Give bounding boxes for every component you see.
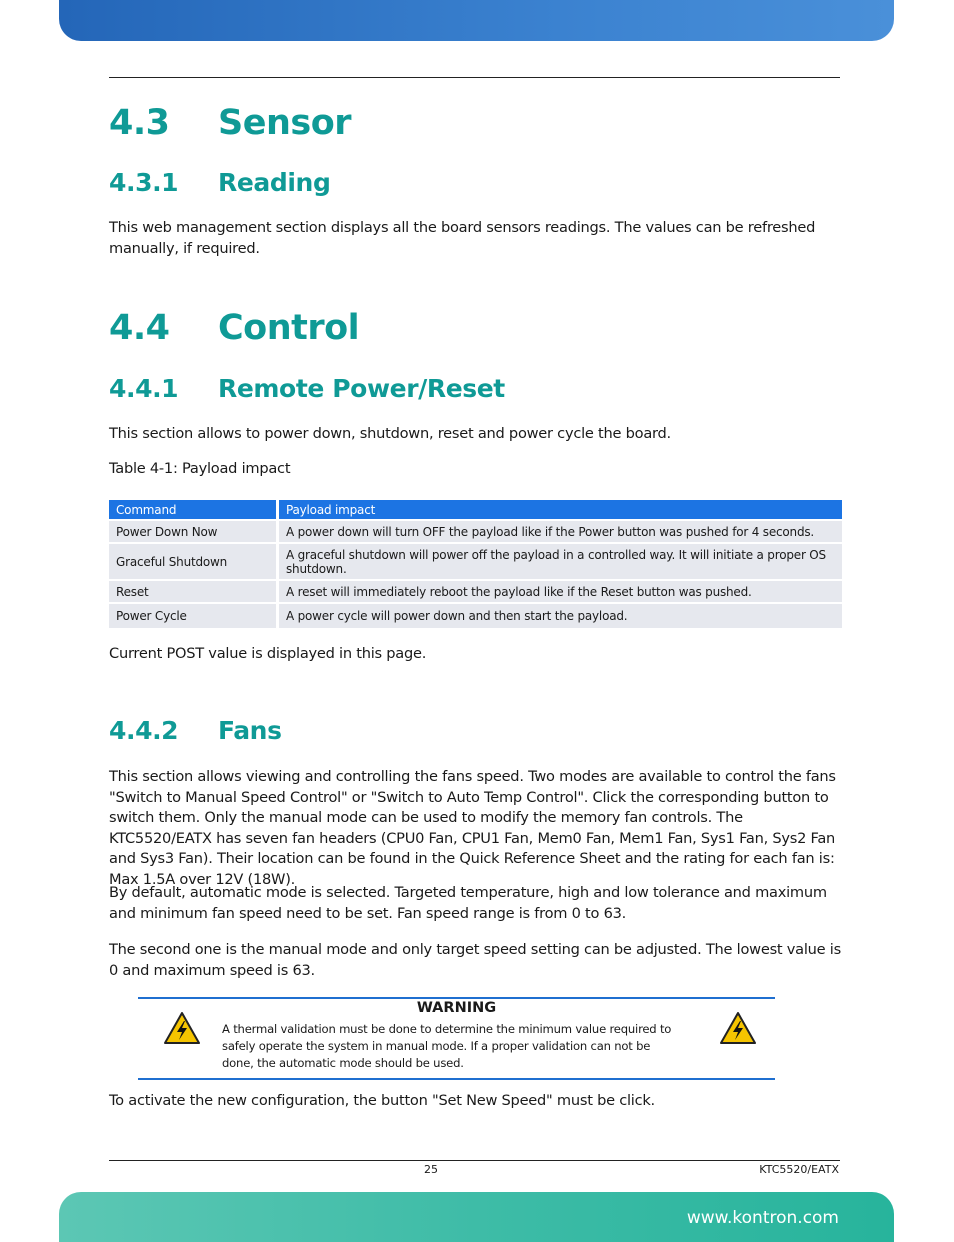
warning-text: A thermal validation must be done to determine the minimum value required to safely operate the system in manual mode. If a proper validation can not be done, the automatic mode should be used. — [222, 1022, 672, 1070]
activate-paragraph: To activate the new configuration, the button "Set New Speed" must be click. — [109, 1092, 655, 1109]
fans-paragraph-1: This section allows viewing and controlling the fans speed. Two modes are available to control the fans "Switch to Manual Speed Control" or "Switch to Auto Temp Control". Click the corresponding button to switch them. Only the manual mode can be used to modify the memory fan controls. The KTC5520/EATX has seven fan headers (CPU0 Fan, CPU1 Fan, Mem0 Fan, Mem1 Fan, Sys1 Fan, Sys2 Fan and Sys3 Fan). Their location can be found in the Quick Reference Sheet and the rating for each fan is: Max 1.5A over 12V (18W). — [109, 768, 836, 888]
table-row — [109, 581, 842, 602]
section-heading-remote-power: 4.4.1 Remote Power/Reset — [109, 374, 505, 403]
table-caption: Table 4-1: Payload impact — [109, 460, 291, 477]
table-cell: A power cycle will power down and then start the payload. — [279, 604, 842, 628]
top-banner — [59, 0, 894, 41]
footer-rule — [109, 1160, 840, 1161]
table-cell: Power Down Now — [109, 521, 279, 542]
warning-box — [138, 997, 775, 1080]
table-header-row — [109, 500, 842, 519]
column-header: Payload impact — [279, 500, 842, 519]
high-voltage-warning-icon — [719, 1011, 757, 1045]
column-header: Command — [109, 500, 279, 519]
remote-paragraph: This section allows to power down, shutdown, reset and power cycle the board. — [109, 425, 671, 442]
table-cell: Graceful Shutdown — [109, 544, 279, 579]
fans-paragraph-3: The second one is the manual mode and only target speed setting can be adjusted. The lowest value is 0 and maximum speed is 63. — [109, 941, 841, 979]
table-row — [109, 521, 842, 542]
section-heading-control: 4.4 Control — [109, 308, 360, 348]
table-row — [109, 544, 842, 579]
table-cell: A reset will immediately reboot the payload like if the Reset button was pushed. — [279, 581, 842, 602]
warning-title: WARNING — [416, 1000, 497, 1016]
table-cell: Power Cycle — [109, 604, 279, 628]
product-name: KTC5520/EATX — [759, 1163, 839, 1176]
table-row — [109, 604, 842, 628]
payload-impact-table — [109, 498, 842, 630]
table-cell: A power down will turn OFF the payload like if the Power button was pushed for 4 seconds. — [279, 521, 842, 542]
table-cell: Reset — [109, 581, 279, 602]
section-heading-reading: 4.3.1 Reading — [109, 168, 331, 197]
reading-paragraph: This web management section displays all the board sensors readings. The values can be refreshed manually, if required. — [109, 219, 816, 257]
table-cell: A graceful shutdown will power off the payload in a controlled way. It will initiate a proper OS shutdown. — [279, 544, 842, 579]
section-heading-fans: 4.4.2 Fans — [109, 716, 282, 745]
section-heading-sensor: 4.3 Sensor — [109, 103, 352, 143]
page-number: 25 — [424, 1163, 438, 1176]
high-voltage-warning-icon — [163, 1011, 201, 1045]
header-rule — [109, 77, 840, 78]
website-link[interactable]: www.kontron.com — [686, 1208, 839, 1228]
fans-paragraph-2: By default, automatic mode is selected. Targeted temperature, high and low tolerance and maximum and minimum fan speed need to be set. Fan speed range is from 0 to 63. — [109, 884, 827, 922]
post-paragraph: Current POST value is displayed in this page. — [109, 645, 427, 662]
